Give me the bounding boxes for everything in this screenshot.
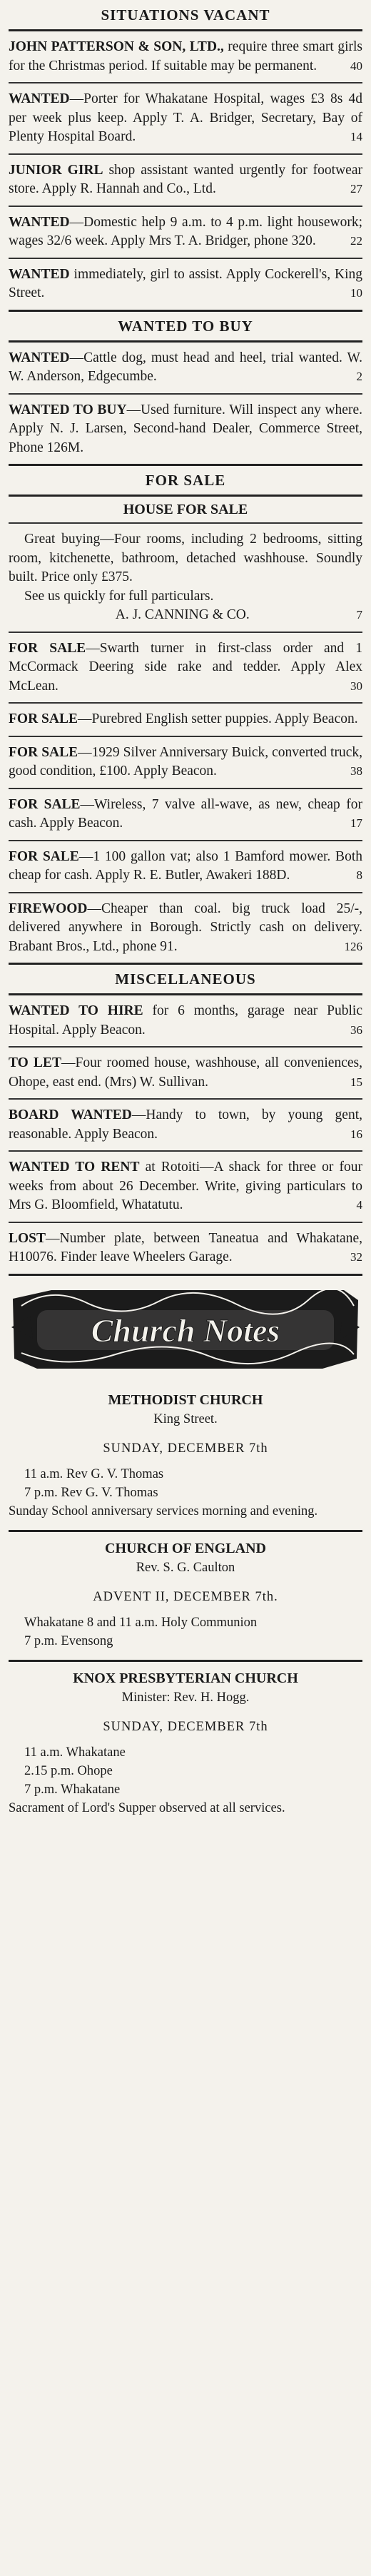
ad-code: 16	[350, 1127, 362, 1141]
ad-text: immediately, girl to assist. Apply Cockerell's, King Street.	[9, 266, 362, 300]
house-description: Great buying—Four rooms, including 2 bedrooms, sitting room, kitchenette, bathroom, detached washhouse. Soundly built. Price only £375.	[9, 532, 362, 584]
church-notes-banner	[9, 1284, 362, 1376]
ad-text: —Purebred English setter puppies. Apply Beacon.	[77, 711, 358, 726]
ad-text: —1929 Silver Anniversary Buick, converted truck, good condition, £100. Apply Beacon.	[9, 744, 362, 779]
ad-code: 30	[350, 679, 362, 693]
ad-text: —Cattle dog, must head and heel, trial wanted. W. W. Anderson, Edgecumbe.	[9, 350, 362, 384]
classified-ad	[9, 739, 362, 786]
ad-code: 4	[356, 1198, 362, 1212]
ad-divider	[9, 892, 362, 893]
ad-divider	[9, 82, 362, 83]
ad-lead: WANTED TO BUY	[9, 402, 127, 417]
ad-lead: TO LET	[9, 1055, 62, 1070]
church-minister: Rev. S. G. Caulton	[136, 1560, 235, 1575]
section-rule	[9, 1660, 362, 1662]
ad-lead: FOR SALE	[9, 848, 79, 864]
ad-text: —1 100 gallon vat; also 1 Bamford mower. Both cheap for cash. Apply R. E. Butler, Awakeri 188D.	[9, 848, 362, 883]
house-for-sale-heading: HOUSE FOR SALE	[123, 502, 248, 517]
service-time: Whakatane 8 and 11 a.m. Holy Communion	[24, 1615, 258, 1630]
service-time: 2.15 p.m. Ohope	[24, 1763, 113, 1778]
house-agent	[9, 606, 362, 625]
ad-lead: WANTED	[9, 91, 70, 106]
service-note: Sunday School anniversary services morning and evening.	[9, 1503, 318, 1518]
church-date: SUNDAY, DECEMBER 7th	[103, 1719, 268, 1734]
service-time: 11 a.m. Whakatane	[24, 1745, 126, 1760]
service-note: Sacrament of Lord's Supper observed at all services.	[9, 1800, 285, 1815]
ad-divider	[9, 522, 362, 524]
ad-lead: LOST	[9, 1230, 46, 1246]
classified-ad	[9, 209, 362, 255]
section-rule	[9, 464, 362, 466]
ad-lead: FOR SALE	[9, 711, 78, 726]
classified-ad	[9, 635, 362, 701]
house-see-us: See us quickly for full particulars.	[24, 588, 214, 604]
ad-text: —Porter for Whakatane Hospital, wages £3 8s 4d per week plus keep. Apply T. A. Bridger, Secretary, Bay of Plenty Hospital Board.	[9, 91, 362, 144]
ad-text: shop assistant wanted urgently for footwear store. Apply R. Hannah and Co., Ltd.	[9, 162, 362, 196]
classified-ad	[9, 791, 362, 838]
ad-divider	[9, 702, 362, 704]
ad-text: —Swarth turner in first-class order and 1 McCormack Deering side rake and tedder. Apply Alex McLean.	[9, 640, 362, 694]
ad-divider	[9, 258, 362, 259]
classified-ad	[9, 706, 362, 734]
ad-code: 38	[350, 764, 362, 778]
ad-code: 27	[350, 182, 362, 196]
ad-lead: FOR SALE	[9, 744, 78, 760]
classified-ad	[9, 34, 362, 80]
church-name: CHURCH OF ENGLAND	[105, 1540, 266, 1556]
ad-divider	[9, 393, 362, 395]
agent-name: A. J. CANNING & CO.	[115, 607, 250, 622]
ad-text: —Cheaper than coal. big truck load 25/-, delivered anywhere in Borough. Strictly cash on delivery. Brabant Bros., Ltd., phone 91.	[9, 901, 362, 954]
section-rule	[9, 963, 362, 965]
ad-code: 22	[350, 234, 362, 248]
ad-text: at Rotoiti—A shack for three or four weeks from about 26 December. Write, giving particulars to Mrs G. Bloomfield, Whatatutu.	[9, 1160, 362, 1212]
ad-text: —Number plate, between Taneatua and Whakatane, H10076. Finder leave Wheelers Garage.	[9, 1230, 362, 1264]
classified-ad	[9, 261, 362, 308]
church-date: ADVENT II, DECEMBER 7th.	[93, 1589, 278, 1604]
church-name: KNOX PRESBYTERIAN CHURCH	[73, 1670, 298, 1686]
ad-text: —Handy to town, by young gent, reasonable. Apply Beacon.	[9, 1107, 362, 1142]
classified-ad	[9, 157, 362, 203]
ad-code: 36	[350, 1023, 362, 1037]
ad-divider	[9, 736, 362, 737]
ad-divider	[9, 1046, 362, 1048]
ad-code: 32	[350, 1250, 362, 1264]
section-rule	[9, 340, 362, 343]
church-notes-banner-art	[9, 1284, 362, 1376]
ad-code: 2	[356, 370, 362, 383]
church-location: King Street.	[153, 1411, 218, 1426]
service-time: 11 a.m. Rev G. V. Thomas	[24, 1466, 164, 1481]
service-time: 7 p.m. Evensong	[24, 1633, 113, 1648]
service-time: 7 p.m. Rev G. V. Thomas	[24, 1485, 158, 1500]
ad-lead: BOARD WANTED	[9, 1107, 132, 1122]
section-rule	[9, 310, 362, 312]
church-date: SUNDAY, DECEMBER 7th	[103, 1441, 268, 1456]
ad-lead: FIREWOOD	[9, 901, 88, 916]
classified-ad	[9, 86, 362, 151]
classified-ad	[9, 397, 362, 462]
ad-code: 8	[356, 868, 362, 882]
ad-divider	[9, 632, 362, 633]
section-rule	[9, 1274, 362, 1276]
church-name: METHODIST CHURCH	[108, 1391, 263, 1408]
ad-code: 15	[350, 1075, 362, 1089]
ad-code: 10	[350, 286, 362, 300]
ad-lead: WANTED	[9, 266, 70, 282]
ad-lead: JUNIOR GIRL	[9, 162, 103, 178]
ad-lead: FOR SALE	[9, 796, 81, 812]
ad-divider	[9, 1098, 362, 1100]
ad-divider	[9, 840, 362, 841]
ad-lead: WANTED TO RENT	[9, 1160, 140, 1175]
church-notice-anglican	[9, 1534, 362, 1658]
house-for-sale-ad	[9, 526, 362, 629]
ad-lead: WANTED	[9, 214, 70, 230]
section-heading-for-sale: FOR SALE	[145, 472, 226, 489]
ad-divider	[9, 1222, 362, 1223]
section-rule	[9, 29, 362, 31]
section-rule	[9, 993, 362, 995]
ad-lead: JOHN PATTERSON & SON, LTD.,	[9, 39, 224, 54]
classified-ad	[9, 843, 362, 890]
ad-code: 40	[350, 59, 362, 73]
section-heading-wanted-to-buy: WANTED TO BUY	[118, 317, 253, 335]
ad-code: 17	[350, 816, 362, 830]
church-notice-methodist	[9, 1386, 362, 1528]
classified-ad	[9, 345, 362, 391]
service-time: 7 p.m. Whakatane	[24, 1782, 121, 1797]
ad-divider	[9, 788, 362, 789]
ad-text: —Used furniture. Will inspect any where. Apply N. J. Larsen, Second-hand Dealer, Commerce Street, Phone 126M.	[9, 402, 362, 455]
ad-text: for 6 months, garage near Public Hospital. Apply Beacon.	[9, 1003, 362, 1038]
classified-ad	[9, 896, 362, 961]
ad-divider	[9, 1150, 362, 1152]
classified-ad	[9, 1050, 362, 1096]
section-rule	[9, 1530, 362, 1532]
ad-lead: FOR SALE	[9, 640, 86, 656]
classified-ad	[9, 998, 362, 1044]
ad-lead: WANTED TO HIRE	[9, 1003, 143, 1018]
ad-code: 7	[356, 608, 362, 622]
church-notice-presbyterian	[9, 1664, 362, 1825]
ad-divider	[9, 153, 362, 155]
section-heading-miscellaneous: MISCELLANEOUS	[115, 970, 256, 988]
ad-code: 126	[344, 939, 362, 953]
ad-divider	[9, 206, 362, 207]
ad-text: —Domestic help 9 a.m. to 4 p.m. light housework; wages 32/6 week. Apply Mrs T. A. Bridger, phone 320.	[9, 214, 362, 248]
section-heading-situations-vacant: SITUATIONS VACANT	[101, 6, 270, 24]
classified-ad	[9, 1154, 362, 1219]
ad-text: —Four roomed house, washhouse, all conveniences, Ohope, east end. (Mrs) W. Sullivan.	[9, 1055, 362, 1090]
classified-ad	[9, 1225, 362, 1272]
section-rule	[9, 495, 362, 497]
ad-text: —Wireless, 7 valve all-wave, as new, cheap for cash. Apply Beacon.	[9, 796, 362, 831]
ad-lead: WANTED	[9, 350, 70, 365]
church-minister: Minister: Rev. H. Hogg.	[121, 1690, 250, 1705]
church-notes-title: Church Notes	[91, 1312, 280, 1349]
ad-code: 14	[350, 130, 362, 143]
ad-text: require three smart girls for the Christmas period. If suitable may be permanent.	[9, 39, 362, 73]
classified-ad	[9, 1102, 362, 1148]
